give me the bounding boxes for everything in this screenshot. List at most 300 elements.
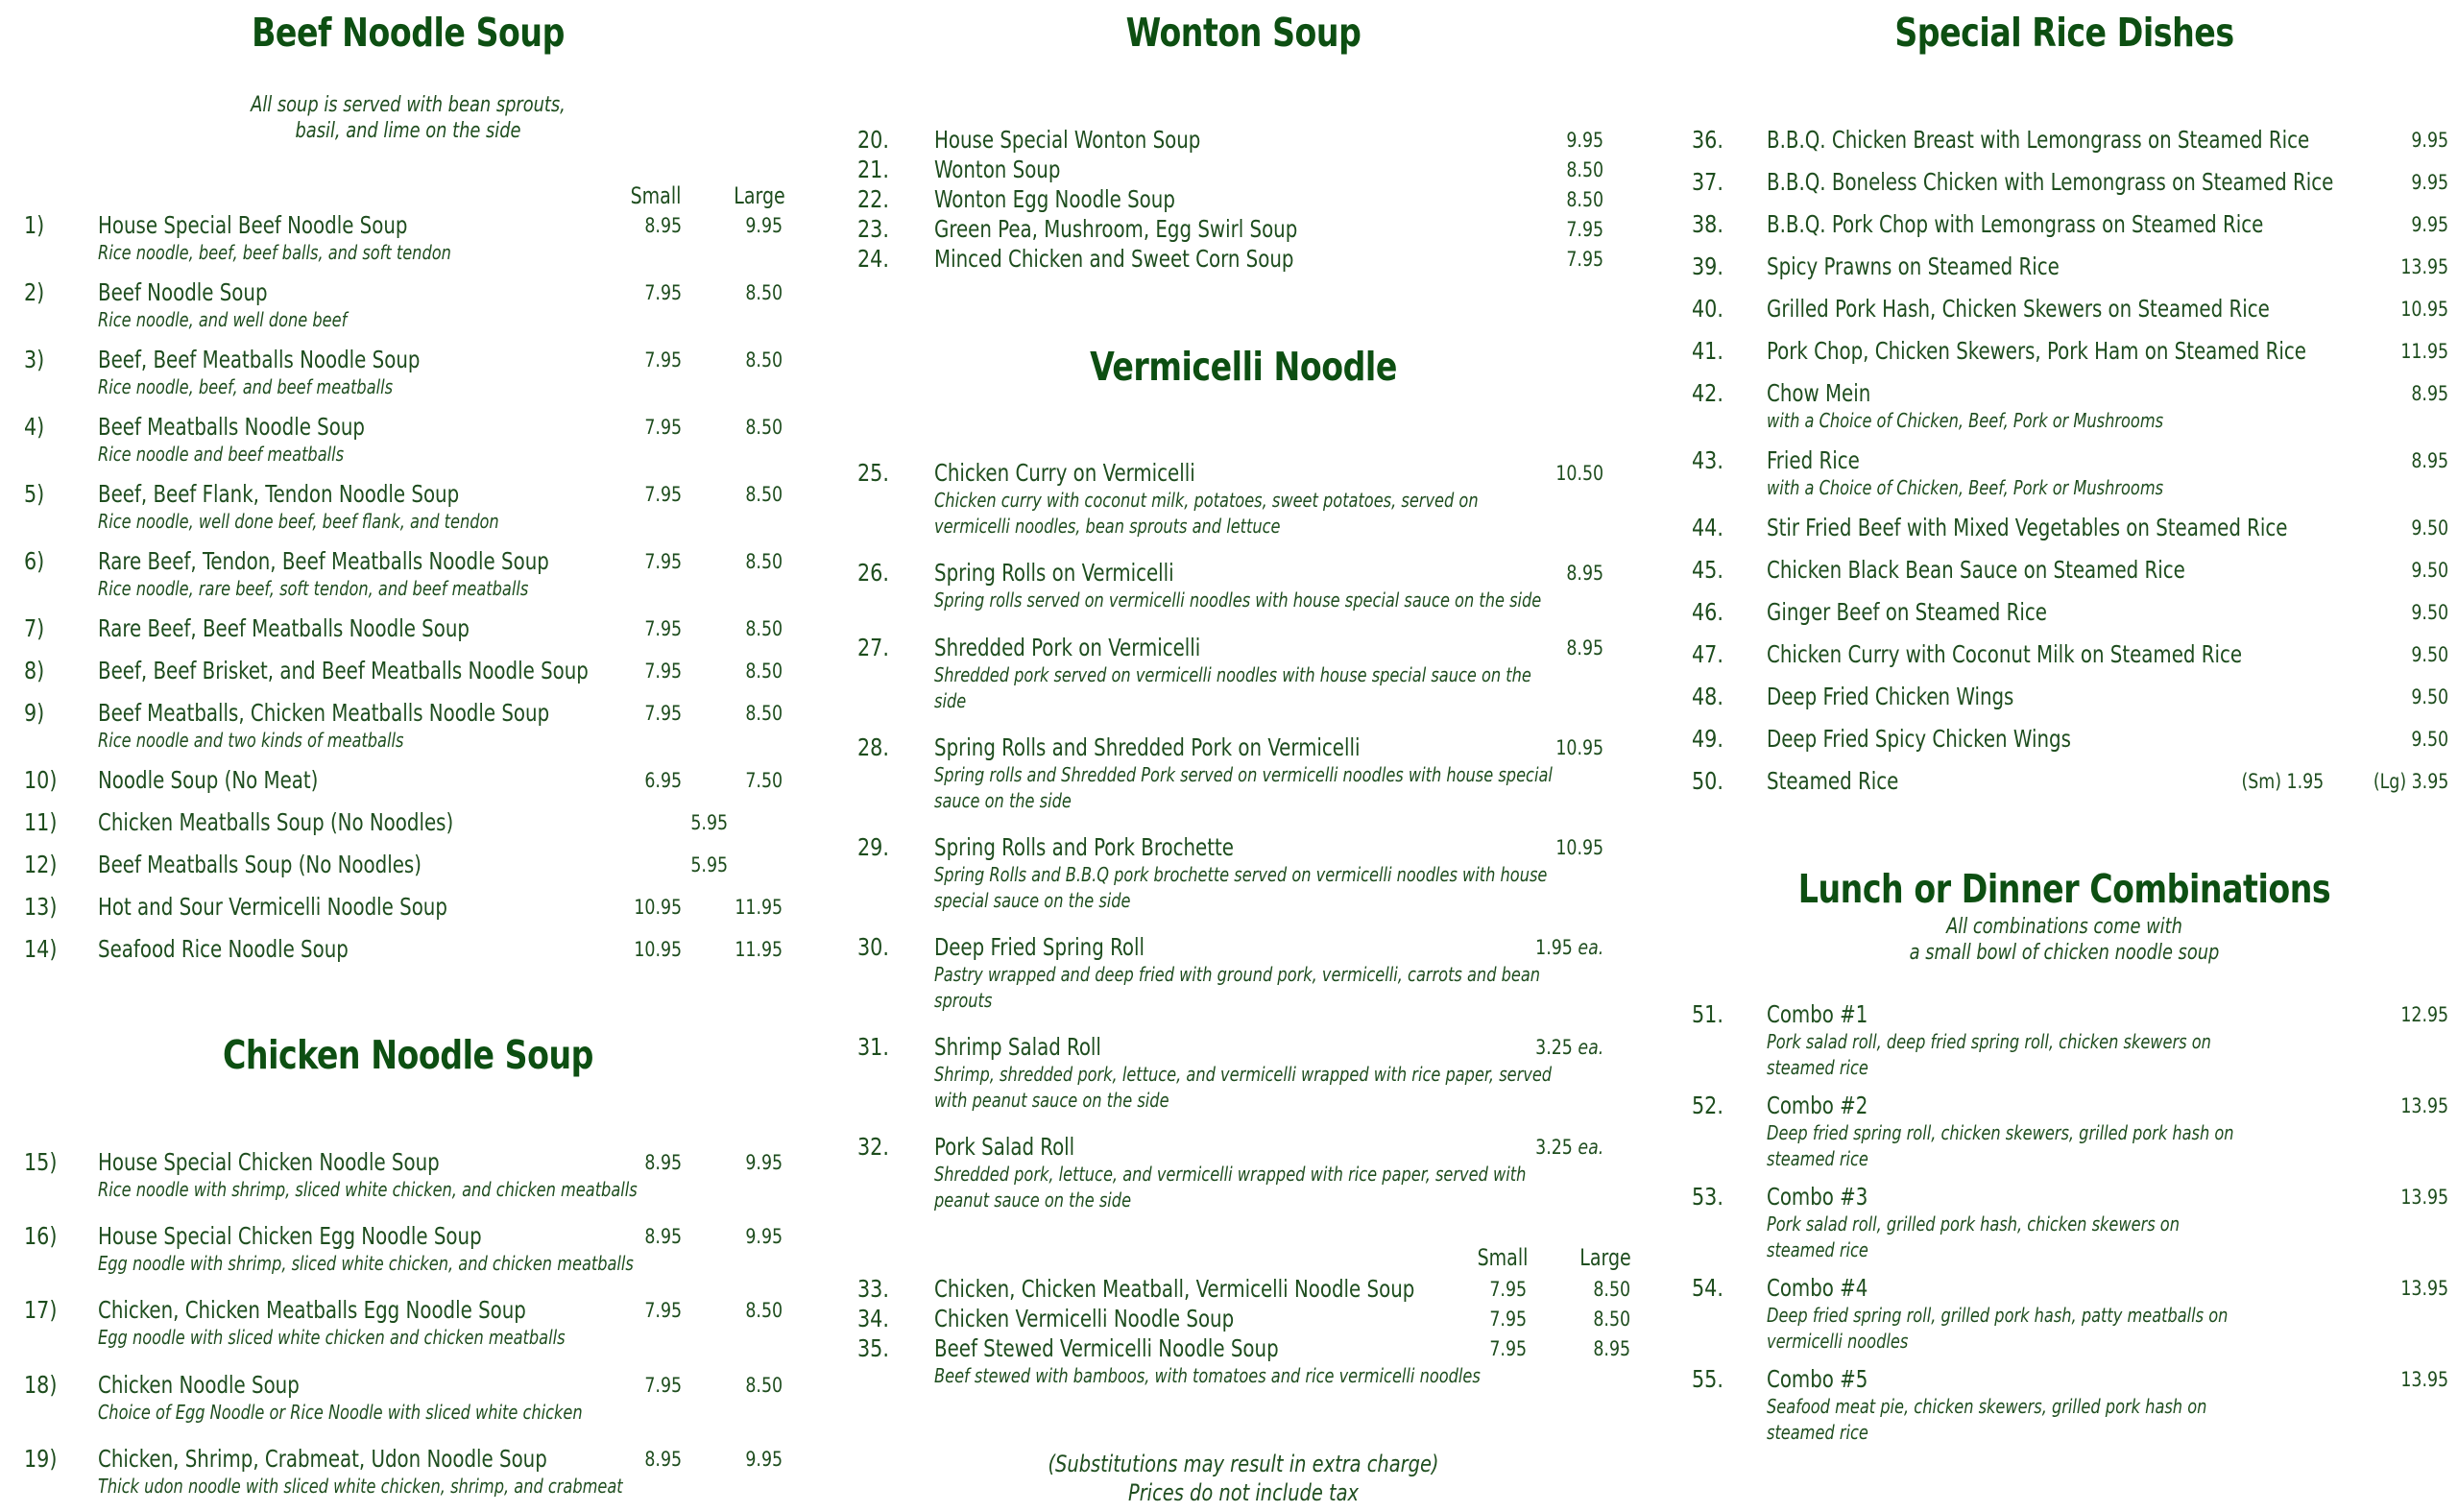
price-small: 8.95 xyxy=(644,1151,682,1174)
item-name: Chicken, Chicken Meatballs Egg Noodle Soup xyxy=(98,1296,526,1324)
item-description: Egg noodle with sliced white chicken and chicken meatballs xyxy=(98,1326,566,1349)
item-name: Spring Rolls on Vermicelli xyxy=(934,559,1174,587)
item-price xyxy=(2400,298,2448,321)
item-name: B.B.Q. Chicken Breast with Lemongrass on Steamed Rice xyxy=(1767,126,2310,154)
price-large: 8.50 xyxy=(745,348,783,372)
item-name: Chicken Meatballs Soup (No Noodles) xyxy=(98,808,454,836)
menu-item[interactable] xyxy=(0,1296,816,1349)
item-name: House Special Chicken Noodle Soup xyxy=(98,1148,440,1176)
price-value: 9.95 xyxy=(2411,171,2448,194)
item-description: Rice noodle with shrimp, sliced white chicken, and chicken meatballs xyxy=(98,1178,638,1201)
price-value: 9.50 xyxy=(2411,559,2448,582)
item-number: 46. xyxy=(1692,598,1723,626)
item-price xyxy=(1566,158,1603,181)
item-name: Beef, Beef Flank, Tendon Noodle Soup xyxy=(98,480,460,508)
item-number: 22. xyxy=(857,185,889,213)
price-large: 8.50 xyxy=(745,550,783,573)
menu-item[interactable] xyxy=(0,413,816,466)
item-price xyxy=(2411,728,2448,751)
price-value: 8.50 xyxy=(1566,158,1603,181)
section-title-vermicelli-noodle: Vermicelli Noodle xyxy=(1090,344,1397,390)
menu-item[interactable] xyxy=(0,1222,816,1275)
menu-item[interactable] xyxy=(835,1334,1651,1387)
item-price xyxy=(2411,559,2448,582)
item-price xyxy=(1535,1036,1603,1059)
item-number: 23. xyxy=(857,215,889,243)
price-value: 8.95 xyxy=(1566,562,1603,585)
section-title-combinations: Lunch or Dinner Combinations xyxy=(1797,866,2331,912)
price-small: 7.95 xyxy=(644,617,682,640)
item-name: B.B.Q. Boneless Chicken with Lemongrass on Steamed Rice xyxy=(1767,168,2334,196)
price-large: 11.95 xyxy=(735,938,783,961)
item-price xyxy=(1566,636,1603,660)
price-large: 9.95 xyxy=(745,1151,783,1174)
item-price xyxy=(1555,836,1603,859)
price-large: 8.95 xyxy=(1593,1337,1630,1360)
column-rice-combos xyxy=(1671,0,2458,1512)
item-name: Pork Salad Roll xyxy=(934,1133,1075,1161)
item-name: Beef Noodle Soup xyxy=(98,278,268,306)
menu-item[interactable] xyxy=(1671,126,2458,164)
price-large: 9.95 xyxy=(745,1225,783,1248)
item-price xyxy=(1555,462,1603,485)
price-unit: ea. xyxy=(1578,936,1603,959)
item-description: Shredded pork served on vermicelli noodles with house special sauce on the side xyxy=(934,663,1531,712)
item-name: Spicy Prawns on Steamed Rice xyxy=(1767,252,2060,280)
price-large: 8.50 xyxy=(745,1374,783,1397)
price-large: 8.50 xyxy=(745,281,783,304)
price-value: 8.95 xyxy=(2411,382,2448,405)
item-name: Seafood Rice Noodle Soup xyxy=(98,935,349,963)
menu-item[interactable] xyxy=(1671,295,2458,333)
item-number: 7) xyxy=(24,614,45,642)
item-number: 6) xyxy=(24,547,45,575)
price-small: 8.95 xyxy=(644,1448,682,1471)
item-description: Rice noodle, beef, beef balls, and soft tendon xyxy=(98,241,451,264)
item-description: Rice noodle, beef, and beef meatballs xyxy=(98,375,394,398)
price-small: 7.95 xyxy=(644,483,682,506)
menu-item[interactable] xyxy=(0,614,816,653)
price-small: 6.95 xyxy=(644,769,682,792)
menu-item[interactable] xyxy=(1671,640,2458,679)
item-number: 15) xyxy=(24,1148,58,1176)
price-value: 10.95 xyxy=(1555,836,1603,859)
menu-item[interactable] xyxy=(0,699,816,752)
menu-item[interactable] xyxy=(1671,767,2458,805)
menu-item[interactable] xyxy=(1671,683,2458,721)
menu-item[interactable] xyxy=(1671,1000,2458,1079)
item-name: Noodle Soup (No Meat) xyxy=(98,766,319,794)
item-number: 8) xyxy=(24,657,45,684)
item-price xyxy=(2411,171,2448,194)
price-unit: ea. xyxy=(1578,1036,1603,1059)
menu-item[interactable] xyxy=(0,808,816,847)
price-small: 10.95 xyxy=(634,938,682,961)
menu-item[interactable] xyxy=(835,733,1651,812)
item-number: 11) xyxy=(24,808,58,836)
item-number: 20. xyxy=(857,126,889,154)
price-value: 8.50 xyxy=(1566,188,1603,211)
menu-item[interactable] xyxy=(0,346,816,398)
item-name: Beef Meatballs, Chicken Meatballs Noodle Soup xyxy=(98,699,550,727)
item-price xyxy=(1566,188,1603,211)
item-name: House Special Wonton Soup xyxy=(934,126,1201,154)
item-number: 12) xyxy=(24,851,58,878)
price-large: 8.50 xyxy=(745,416,783,439)
price-small: 7.95 xyxy=(644,1299,682,1322)
item-number: 32. xyxy=(857,1133,889,1161)
price-value: 13.95 xyxy=(2400,1094,2448,1117)
item-number: 38. xyxy=(1692,210,1723,238)
item-description: with a Choice of Chicken, Beef, Pork or Mushrooms xyxy=(1767,409,2164,432)
item-number: 44. xyxy=(1692,514,1723,541)
price-large: 8.50 xyxy=(745,660,783,683)
item-number: 42. xyxy=(1692,379,1723,407)
item-price xyxy=(2400,255,2448,278)
item-description: Pork salad roll, grilled pork hash, chicken skewers on steamed rice xyxy=(1767,1212,2180,1261)
menu-item[interactable] xyxy=(1671,725,2458,763)
menu-item[interactable] xyxy=(0,278,816,331)
item-name: Rare Beef, Beef Meatballs Noodle Soup xyxy=(98,614,470,642)
item-description: Thick udon noodle with sliced white chicken, shrimp, and crabmeat xyxy=(98,1475,623,1498)
section-title-wonton-soup: Wonton Soup xyxy=(1125,10,1362,56)
item-name: Chicken Black Bean Sauce on Steamed Rice xyxy=(1767,556,2185,584)
price-value: 9.50 xyxy=(2411,516,2448,540)
item-price xyxy=(1566,562,1603,585)
item-name: Green Pea, Mushroom, Egg Swirl Soup xyxy=(934,215,1298,243)
price-value: 10.50 xyxy=(1555,462,1603,485)
item-name: Chicken, Chicken Meatball, Vermicelli Noodle Soup xyxy=(934,1275,1415,1303)
item-description: Rice noodle, and well done beef xyxy=(98,308,348,331)
menu-item[interactable] xyxy=(835,1133,1651,1212)
menu-item[interactable] xyxy=(835,559,1651,612)
item-price xyxy=(1535,936,1603,959)
item-name: House Special Beef Noodle Soup xyxy=(98,211,408,239)
item-number: 25. xyxy=(857,459,889,487)
price-single: 5.95 xyxy=(690,853,728,876)
price-large: 8.50 xyxy=(1593,1278,1630,1301)
menu-item[interactable] xyxy=(1671,337,2458,375)
menu-item[interactable] xyxy=(1671,1092,2458,1170)
beef-soup-note: All soup is served with bean sprouts, basil, and lime on the side xyxy=(251,93,566,143)
price-small: (Sm) 1.95 xyxy=(2241,770,2324,793)
item-name: Beef, Beef Brisket, and Beef Meatballs Noodle Soup xyxy=(98,657,589,684)
item-number: 47. xyxy=(1692,640,1723,668)
menu-item[interactable] xyxy=(835,459,1651,538)
item-number: 18) xyxy=(24,1371,58,1399)
menu-item[interactable] xyxy=(0,893,816,931)
item-name: Ginger Beef on Steamed Rice xyxy=(1767,598,2047,626)
menu-item[interactable] xyxy=(0,657,816,695)
item-description: Egg noodle with shrimp, sliced white chicken, and chicken meatballs xyxy=(98,1252,634,1275)
item-number: 39. xyxy=(1692,252,1723,280)
item-name: Shredded Pork on Vermicelli xyxy=(934,634,1201,661)
item-name: Rare Beef, Tendon, Beef Meatballs Noodle Soup xyxy=(98,547,549,575)
item-name: Combo #5 xyxy=(1767,1365,1868,1393)
price-unit: ea. xyxy=(1578,1136,1603,1159)
section-title-chicken-noodle-soup: Chicken Noodle Soup xyxy=(222,1032,594,1078)
price-large: 11.95 xyxy=(735,896,783,919)
price-value: 10.95 xyxy=(1555,736,1603,759)
menu-footer-note: (Substitutions may result in extra charge) Prices do not include tax xyxy=(1048,1451,1439,1506)
item-price xyxy=(2411,449,2448,472)
price-small: 10.95 xyxy=(634,896,682,919)
item-name: Combo #3 xyxy=(1767,1183,1868,1211)
item-name: Deep Fried Spicy Chicken Wings xyxy=(1767,725,2071,753)
price-large: 7.50 xyxy=(745,769,783,792)
item-description: Spring rolls and Shredded Pork served on vermicelli noodles with house special sauce on the side xyxy=(934,763,1553,812)
column-header-small: Small xyxy=(630,182,682,209)
menu-item[interactable] xyxy=(1671,598,2458,636)
item-number: 9) xyxy=(24,699,45,727)
item-description: Rice noodle, well done beef, beef flank, and tendon xyxy=(98,510,499,533)
menu-item[interactable] xyxy=(0,480,816,533)
menu-item[interactable] xyxy=(1671,1274,2458,1353)
menu-item[interactable] xyxy=(0,851,816,889)
price-single: 5.95 xyxy=(690,811,728,834)
item-number: 45. xyxy=(1692,556,1723,584)
item-name: Shrimp Salad Roll xyxy=(934,1033,1101,1061)
item-description: with a Choice of Chicken, Beef, Pork or Mushrooms xyxy=(1767,476,2164,499)
item-number: 33. xyxy=(857,1275,889,1303)
item-name: Pork Chop, Chicken Skewers, Pork Ham on Steamed Rice xyxy=(1767,337,2306,365)
item-name: Stir Fried Beef with Mixed Vegetables on Steamed Rice xyxy=(1767,514,2288,541)
vermicelli-column-header-small: Small xyxy=(1477,1244,1529,1271)
item-price xyxy=(2411,516,2448,540)
item-number: 41. xyxy=(1692,337,1723,365)
item-description: Pork salad roll, deep fried spring roll, chicken skewers on steamed rice xyxy=(1767,1030,2211,1079)
item-description: Chicken curry with coconut milk, potatoes, sweet potatoes, served on vermicelli noodles, bean sprouts and lettuce xyxy=(934,489,1479,538)
item-name: Spring Rolls and Pork Brochette xyxy=(934,833,1234,861)
menu-item[interactable] xyxy=(1671,514,2458,552)
price-value: 13.95 xyxy=(2400,1186,2448,1209)
item-price xyxy=(2411,382,2448,405)
item-number: 2) xyxy=(24,278,45,306)
vermicelli-column-header-large: Large xyxy=(1579,1244,1631,1271)
item-number: 4) xyxy=(24,413,45,441)
price-large: 9.95 xyxy=(745,214,783,237)
item-number: 1) xyxy=(24,211,45,239)
item-description: Deep fried spring roll, chicken skewers, grilled pork hash on steamed rice xyxy=(1767,1121,2234,1170)
menu-item[interactable] xyxy=(835,933,1651,1012)
price-value: 13.95 xyxy=(2400,1368,2448,1391)
price-small: 7.95 xyxy=(1489,1337,1527,1360)
item-number: 27. xyxy=(857,634,889,661)
menu-item[interactable] xyxy=(835,634,1651,712)
price-value: 3.25 xyxy=(1534,1136,1573,1159)
item-name: Chicken, Shrimp, Crabmeat, Udon Noodle Soup xyxy=(98,1445,547,1473)
item-number: 48. xyxy=(1692,683,1723,710)
item-number: 19) xyxy=(24,1445,58,1473)
item-description: Spring Rolls and B.B.Q pork brochette served on vermicelli noodles with house special sauce on the side xyxy=(934,863,1548,912)
price-value: 9.50 xyxy=(2411,685,2448,708)
menu-item[interactable] xyxy=(1671,168,2458,206)
item-name: Beef Stewed Vermicelli Noodle Soup xyxy=(934,1334,1279,1362)
price-value: 9.95 xyxy=(2411,213,2448,236)
item-number: 54. xyxy=(1692,1274,1723,1302)
item-number: 31. xyxy=(857,1033,889,1061)
column-header-large: Large xyxy=(734,182,785,209)
item-number: 21. xyxy=(857,156,889,183)
item-number: 3) xyxy=(24,346,45,373)
item-price xyxy=(2400,340,2448,363)
item-price xyxy=(2400,1003,2448,1026)
price-value: 9.50 xyxy=(2411,728,2448,751)
section-title-special-rice-dishes: Special Rice Dishes xyxy=(1894,10,2234,56)
item-number: 36. xyxy=(1692,126,1723,154)
item-price xyxy=(2411,129,2448,152)
item-name: Chicken Noodle Soup xyxy=(98,1371,300,1399)
item-name: Wonton Egg Noodle Soup xyxy=(934,185,1175,213)
menu-item[interactable] xyxy=(0,1371,816,1424)
price-value: 9.50 xyxy=(2411,643,2448,666)
price-value: 7.95 xyxy=(1566,248,1603,271)
item-number: 10) xyxy=(24,766,58,794)
price-small: 8.95 xyxy=(644,214,682,237)
item-number: 29. xyxy=(857,833,889,861)
item-description: Pastry wrapped and deep fried with ground pork, vermicelli, carrots and bean sprouts xyxy=(934,963,1541,1012)
menu-item[interactable] xyxy=(0,766,816,804)
item-price xyxy=(1566,218,1603,241)
item-number: 26. xyxy=(857,559,889,587)
item-name: Chicken Curry with Coconut Milk on Steamed Rice xyxy=(1767,640,2243,668)
menu-item[interactable] xyxy=(1671,252,2458,291)
price-value: 8.95 xyxy=(2411,449,2448,472)
menu-item[interactable] xyxy=(0,1445,816,1498)
item-number: 50. xyxy=(1692,767,1723,795)
column-wonton-vermicelli xyxy=(835,0,1651,1512)
item-number: 40. xyxy=(1692,295,1723,323)
section-title-beef-noodle-soup: Beef Noodle Soup xyxy=(252,10,565,56)
menu-item[interactable] xyxy=(0,547,816,600)
menu-item[interactable] xyxy=(0,935,816,973)
item-name: Chow Mein xyxy=(1767,379,1871,407)
price-value: 9.50 xyxy=(2411,601,2448,624)
item-number: 43. xyxy=(1692,446,1723,474)
item-name: Hot and Sour Vermicelli Noodle Soup xyxy=(98,893,447,921)
item-name: Minced Chicken and Sweet Corn Soup xyxy=(934,245,1294,273)
item-number: 49. xyxy=(1692,725,1723,753)
menu-item[interactable] xyxy=(1671,1183,2458,1261)
item-number: 13) xyxy=(24,893,58,921)
price-small: 7.95 xyxy=(1489,1278,1527,1301)
menu-item[interactable] xyxy=(835,245,1651,283)
item-number: 37. xyxy=(1692,168,1723,196)
item-description: Deep fried spring roll, grilled pork hash, patty meatballs on vermicelli noodles xyxy=(1767,1304,2229,1353)
item-price xyxy=(1566,248,1603,271)
menu-item[interactable] xyxy=(0,211,816,264)
item-name: Spring Rolls and Shredded Pork on Vermicelli xyxy=(934,733,1361,761)
menu-item[interactable] xyxy=(1671,446,2458,499)
menu-item[interactable] xyxy=(1671,210,2458,249)
menu-item[interactable] xyxy=(0,1148,816,1201)
item-number: 35. xyxy=(857,1334,889,1362)
item-price xyxy=(1535,1136,1603,1159)
item-price xyxy=(2400,1277,2448,1300)
price-value: 13.95 xyxy=(2400,255,2448,278)
item-number: 55. xyxy=(1692,1365,1723,1393)
item-name: Combo #1 xyxy=(1767,1000,1868,1028)
price-large: 8.50 xyxy=(745,483,783,506)
item-name: Beef, Beef Meatballs Noodle Soup xyxy=(98,346,421,373)
menu-item[interactable] xyxy=(835,833,1651,912)
item-name: Beef Meatballs Noodle Soup xyxy=(98,413,365,441)
item-price xyxy=(2411,601,2448,624)
item-description: Rice noodle, rare beef, soft tendon, and beef meatballs xyxy=(98,577,529,600)
item-number: 28. xyxy=(857,733,889,761)
item-name: Combo #2 xyxy=(1767,1092,1868,1119)
item-name: Grilled Pork Hash, Chicken Skewers on Steamed Rice xyxy=(1767,295,2270,323)
combos-note: All combinations come with a small bowl of chicken noodle soup xyxy=(1909,915,2220,965)
item-name: Deep Fried Spring Roll xyxy=(934,933,1145,961)
menu-item[interactable] xyxy=(1671,556,2458,594)
item-number: 34. xyxy=(857,1305,889,1332)
price-value: 12.95 xyxy=(2400,1003,2448,1026)
price-value: 8.95 xyxy=(1566,636,1603,660)
price-small: 7.95 xyxy=(644,416,682,439)
price-value: 10.95 xyxy=(2400,298,2448,321)
item-description: Choice of Egg Noodle or Rice Noodle with sliced white chicken xyxy=(98,1401,583,1424)
item-description: Rice noodle and beef meatballs xyxy=(98,443,345,466)
item-number: 51. xyxy=(1692,1000,1723,1028)
price-large: 8.50 xyxy=(1593,1308,1630,1331)
item-number: 52. xyxy=(1692,1092,1723,1119)
item-price xyxy=(2400,1094,2448,1117)
item-number: 17) xyxy=(24,1296,58,1324)
price-large: 8.50 xyxy=(745,1299,783,1322)
item-number: 24. xyxy=(857,245,889,273)
item-name: Wonton Soup xyxy=(934,156,1061,183)
menu-item[interactable] xyxy=(835,1033,1651,1112)
price-value: 13.95 xyxy=(2400,1277,2448,1300)
menu-item[interactable] xyxy=(1671,379,2458,432)
item-description: Shredded pork, lettuce, and vermicelli wrapped with rice paper, served with peanut sauce on the side xyxy=(934,1163,1527,1212)
item-name: Chicken Curry on Vermicelli xyxy=(934,459,1195,487)
item-price xyxy=(2400,1368,2448,1391)
price-large: 9.95 xyxy=(745,1448,783,1471)
menu-item[interactable] xyxy=(1671,1365,2458,1444)
item-name: Beef Meatballs Soup (No Noodles) xyxy=(98,851,422,878)
item-description: Rice noodle and two kinds of meatballs xyxy=(98,729,404,752)
item-number: 53. xyxy=(1692,1183,1723,1211)
item-name: Chicken Vermicelli Noodle Soup xyxy=(934,1305,1235,1332)
item-description: Shrimp, shredded pork, lettuce, and vermicelli wrapped with rice paper, served with peanut sauce on the side xyxy=(934,1063,1553,1112)
item-price xyxy=(2400,1186,2448,1209)
price-small: 7.95 xyxy=(644,702,682,725)
price-value: 1.95 xyxy=(1534,936,1573,959)
item-number: 30. xyxy=(857,933,889,961)
item-price xyxy=(2411,213,2448,236)
price-value: 9.95 xyxy=(2411,129,2448,152)
price-value: 7.95 xyxy=(1566,218,1603,241)
item-description: Beef stewed with bamboos, with tomatoes and rice vermicelli noodles xyxy=(934,1364,1481,1387)
price-small: 7.95 xyxy=(644,1374,682,1397)
price-small: 7.95 xyxy=(644,660,682,683)
item-name: House Special Chicken Egg Noodle Soup xyxy=(98,1222,482,1250)
price-small: 7.95 xyxy=(1489,1308,1527,1331)
item-price xyxy=(1555,736,1603,759)
price-small: 7.95 xyxy=(644,281,682,304)
price-large: 8.50 xyxy=(745,702,783,725)
price-small: 7.95 xyxy=(644,550,682,573)
price-large: 8.50 xyxy=(745,617,783,640)
item-price xyxy=(2411,643,2448,666)
price-value: 9.95 xyxy=(1566,129,1603,152)
item-number: 16) xyxy=(24,1222,58,1250)
price-small: 7.95 xyxy=(644,348,682,372)
item-name: Fried Rice xyxy=(1767,446,1860,474)
price-large: (Lg) 3.95 xyxy=(2373,770,2448,793)
